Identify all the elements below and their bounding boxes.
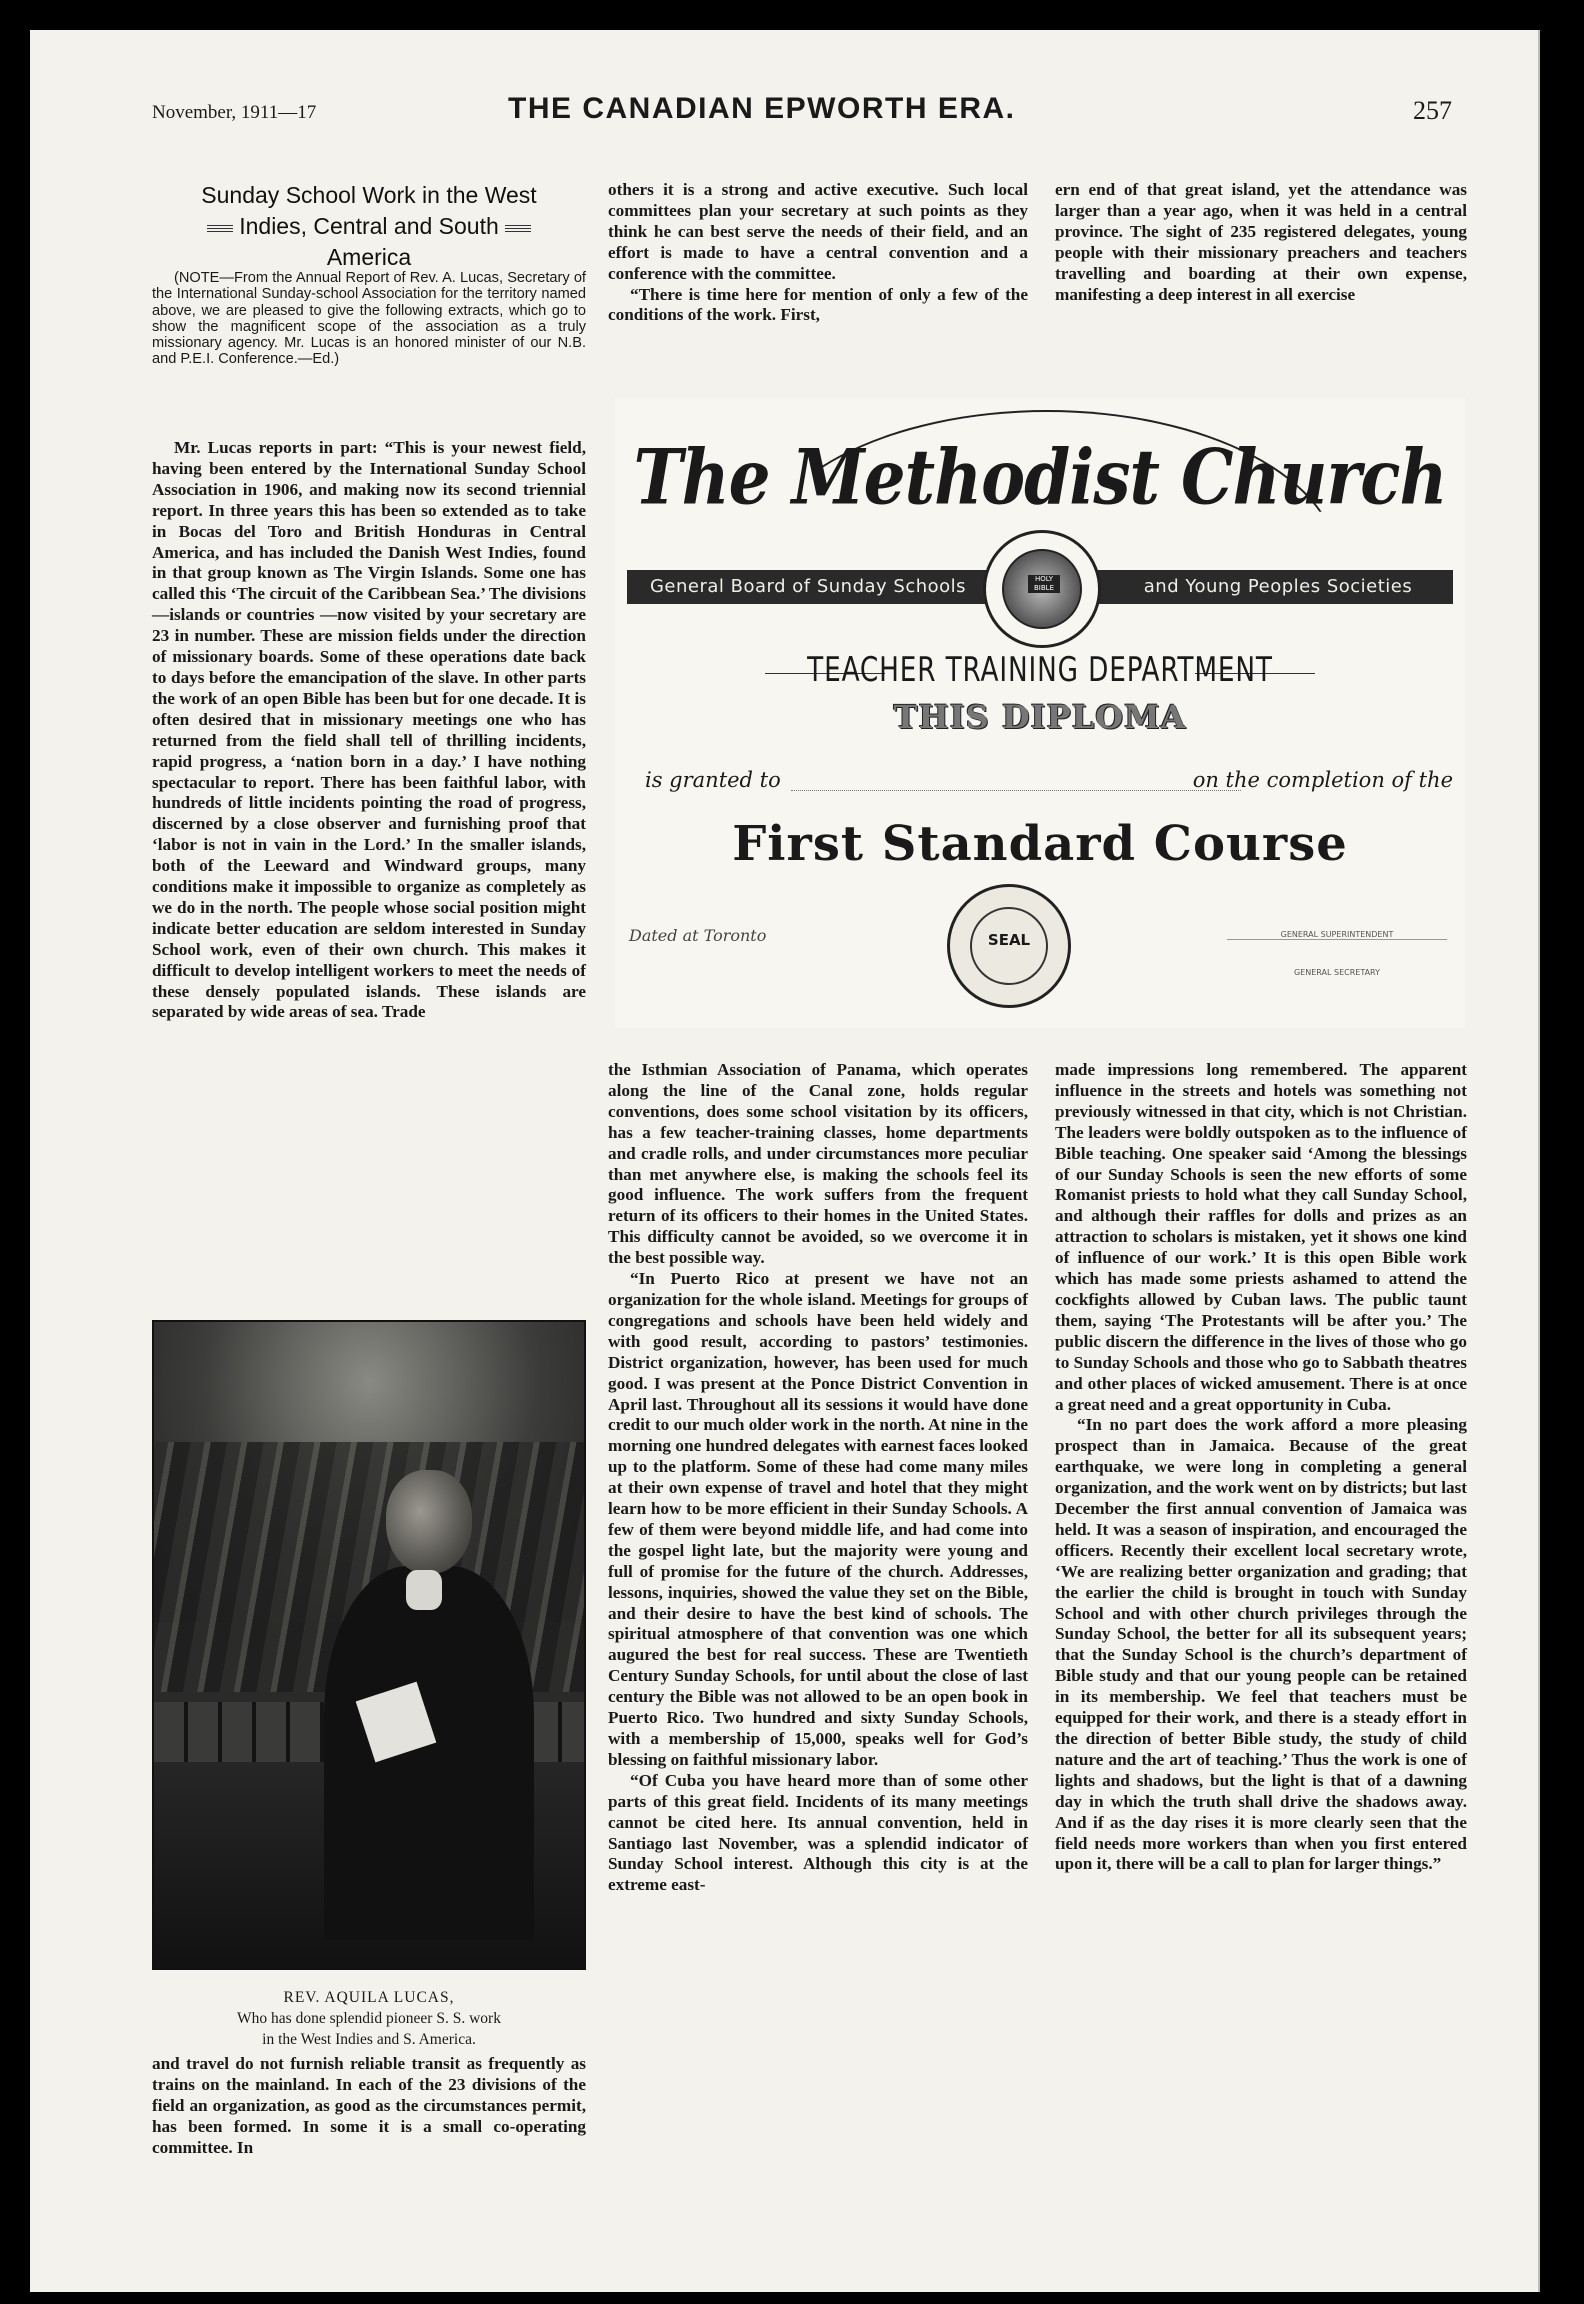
photo-person-body (324, 1566, 534, 1940)
article-title-line2: Indies, Central and South (239, 213, 499, 239)
seal-icon (947, 884, 1071, 1008)
portrait-photo (152, 1320, 586, 1970)
page-header (152, 92, 1452, 132)
paragraph: Mr. Lucas reports in part: “This is your newest field, having been entered by the International Sunday School Association in 1906, and making now its second triennial report. In three years this has been so extended as to take in Bocas del Toro and British Honduras in Central America, and has included the Danish West Indies, found in that group known as The Virgin Islands. Some one has called this ‘The circuit of the Caribbean Sea.’ The divisions—islands or countries —now visited by your secretary are 23 in number. These are mission fields under the direction of missionary boards. Some of these operations date back to days before the emancipation of the slave. In other parts the work of an open Bible has been but for one decade. It is often desired that in missionary meetings one who has returned from the field shall tell of thrilling incidents, rapid progress, a ‘nation born in a day.’ I have nothing spectacular to report. There has been faithful labor, with hundreds of little incidents pointing the road of progress, discerned by a close observer and furnishing proof that ‘labor is not in vain in the Lord.’ In the smaller islands, both of the Leeward and Windward groups, many conditions make it impossible to organize as completely as we do in the north. The people whose social position might indicate better education are seldom interested in Sunday School work, even of their own church. This makes it difficult to develop intelligent workers to meet the needs of these densely populated islands. These islands are separated by wide areas of sea. Trade (152, 438, 586, 1022)
diploma-signature-1: GENERAL SUPERINTENDENT (1227, 924, 1447, 940)
diploma-image (615, 398, 1465, 1028)
editorial-note (152, 270, 586, 368)
caption-title: REV. AQUILA LUCAS, (283, 1989, 455, 2006)
diploma-department: TEACHER TRAINING DEPARTMENT (807, 650, 1273, 690)
title-ornament-left (207, 224, 233, 232)
diploma-emblem-inner (1002, 549, 1082, 629)
paragraph: and travel do not furnish reliable transit as frequently as trains on the mainland. In each of the 23 divisions of the field an organization, as good as the circumstances permit, has been formed. In some it is a small co-operating committee. In (152, 2054, 586, 2157)
paragraph: made impressions long remembered. The apparent influence in the streets and hotels was something not previously witnessed in that city, which is not Christian. The leaders were boldly outspoken as to the influence of Bible teaching. One speaker said ‘Among the blessings of our Sunday Schools is seen the new efforts of some Romanist priests to hold what they call Sunday School, and although their raffles for dolls and prizes as an attraction to scholars is mistaken, yet it shows one kind of influence of our work.’ It is this open Bible work which has made some priests ashamed to attend the cockfights allowed by Cuban laws. The public taunt them, saying ‘The Protestants will be after you.’ The public discern the difference in the lives of those who go to Sunday Schools and those who go to Sabbath theatres and other places of wicked amusement. There is at once a great need and a great opportunity in Cuba. (1055, 1060, 1467, 1414)
paragraph: “Of Cuba you have heard more than of some other parts of this great field. Incidents of its many meetings cannot be cited here. Its annual convention, held in Santiago last November, was a splendid indicator of Sunday School interest. Although this city is at the extreme east- (608, 1770, 1028, 1895)
editorial-note-text: (NOTE—From the Annual Report of Rev. A. Lucas, Secretary of the International Sunday-school Association for the territory named above, we are pleased to give the following extracts, which go to show the magnificent scope of the association as a truly missionary agency. Mr. Lucas is an honored minister of our N.B. and P.E.I. Conference.—Ed.) (152, 270, 586, 368)
column-2-top-text (608, 180, 1028, 326)
page-number: 257 (1413, 96, 1452, 125)
diploma-name-line (791, 790, 1241, 791)
column-3-top-text (1055, 180, 1467, 305)
title-ornament-right (505, 224, 531, 232)
magazine-page (30, 30, 1540, 2292)
diploma-emblem-icon (983, 530, 1101, 648)
paragraph: “In Puerto Rico at present we have not an organization for the whole island. Meetings for groups of congregations and schools have been held widely and with good result, according to pastors’ testimonies. District organization, however, has been used for much good. I was present at the Ponce District Convention in April last. Throughout all its sessions it would have done credit to our much older work in the north. At nine in the morning one hundred delegates with earnest faces looked up to the platform. Some of these had come many miles at their own expense of travel and hotel that they might learn how to be more efficient in their Sunday Schools. A few of them were beyond middle life, and had come into the gospel light late, but the majority were young and full of promise for the future of the church. Addresses, lessons, inquiries, showed the value they set on the Bible, and their desire to have the best kind of schools. The spiritual atmosphere of that convention was one which augured the best for real success. These are Twentieth Century Sunday Schools, for until about the close of last century the Bible was not allowed to be an open book in Puerto Rico. Two hundred and sixty Sunday Schools, with a membership of 15,000, speaks well for God’s blessing on faithful missionary labor. (608, 1269, 1028, 1769)
photo-person (324, 1470, 534, 1940)
diploma-this-diploma: THIS DIPLOMA (893, 698, 1187, 736)
caption-line1: Who has done splendid pioneer S. S. work (237, 2010, 501, 2027)
photo-person-head (386, 1470, 472, 1574)
article-title-line3: America (326, 244, 412, 270)
caption-line2: in the West Indies and S. America. (262, 2031, 476, 2048)
paragraph: “There is time here for mention of only a few of the conditions of the work. First, (608, 284, 1028, 325)
article-title (152, 180, 586, 273)
article-title-line1: Sunday School Work in the West (201, 182, 537, 208)
diploma-band-left: General Board of Sunday Schools (649, 576, 967, 597)
diploma-dated: Dated at Toronto (629, 926, 767, 945)
diploma-band-right: and Young Peoples Societies (1143, 576, 1413, 597)
diploma-completion: on the completion of the (1192, 768, 1453, 792)
paragraph: the Isthmian Association of Panama, which operates along the line of the Canal zone, holds regular conventions, does some school visitation by its officers, has a few teacher-training classes, home departments and cradle rolls, and under circumstances more peculiar than met anywhere else, is making the schools feel its good influence. The work suffers from the frequent return of its officers to their homes in the United States. This difficulty cannot be avoided, so we overcome it in the best possible way. (608, 1060, 1028, 1268)
column-1-bottom-text (152, 2054, 586, 2159)
magazine-title: THE CANADIAN EPWORTH ERA. (508, 92, 1016, 125)
page-binding-edge (1538, 30, 1540, 2292)
photo-caption (152, 1987, 586, 2050)
article-title-line2-wrap (152, 211, 586, 242)
diploma-granted-to: is granted to (645, 768, 781, 792)
column-3-bottom-text (1055, 1060, 1467, 1875)
column-2-bottom-text (608, 1060, 1028, 1896)
column-1-text (152, 438, 586, 1023)
diploma-signature-2: GENERAL SECRETARY (1293, 968, 1380, 977)
issue-date: November, 1911—17 (152, 102, 317, 123)
seal-text: SEAL (987, 931, 1031, 949)
diploma-course: First Standard Course (732, 816, 1348, 872)
diploma-heading: The Methodist Church (633, 432, 1447, 522)
diploma-emblem-text: HOLY BIBLE (1028, 575, 1060, 593)
paragraph: ern end of that great island, yet the attendance was larger than a year ago, when it was held in a central province. The sight of 235 registered delegates, young people with their missionary preachers and teachers travelling and boarding at their own expense, manifesting a deep interest in all exercise (1055, 180, 1467, 304)
photo-person-collar (406, 1570, 442, 1610)
paragraph: “In no part does the work afford a more pleasing prospect than in Jamaica. Because of the great earthquake, we were long in completing a general organization, and the work went on by districts; but last December the first annual convention of Jamaica was held. It was a season of inspiration, and encouraged the officers. Recently their excellent local secretary wrote, ‘We are realizing better organization and grading; that the earlier the child is brought in touch with Sunday School and with other church privileges through the Sunday School, the better for all its subsequent years; that the Sunday School is the church’s department of Bible study and that our young people can be retained in its membership. We feel that teachers must be equipped for their work, and there is a steady effort in the direction of better Bible study, the study of child nature and the art of teaching.’ Thus the work is one of lights and shadows, but the light is that of a dawning day in which the truth shall drive the shadows away. And if as the day rises it is more clearly seen that the field needs more workers than when you first entered upon it, there will be a call to plan for larger things.” (1055, 1415, 1467, 1874)
paragraph: others it is a strong and active executive. Such local committees plan your secretary at such points as they think he can best serve the needs of their field, and an effort is made to have a central convention and a conference with the committee. (608, 180, 1028, 283)
